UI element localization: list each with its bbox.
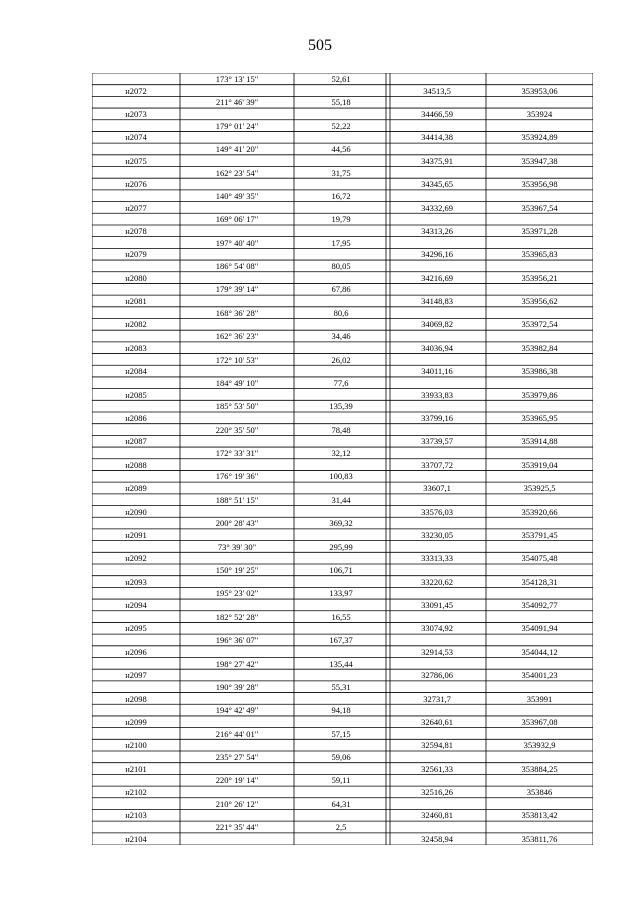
segment-distance: 106,71 [329,564,353,575]
point-name: н2082 [125,319,147,330]
point-name: н2084 [125,366,147,377]
point-y: 353967,08 [521,716,558,727]
segment-distance: 133,97 [329,588,353,599]
point-y: 353811,76 [521,833,558,844]
point-x: 34148,83 [421,296,453,307]
segment-distance: 80,05 [331,261,351,272]
segment-angle: 220° 35' 50" [215,424,259,435]
segment-angle: 190° 39' 28" [215,681,259,692]
point-name: н2080 [125,272,147,283]
point-name: н2092 [125,553,147,564]
segment-angle: 210° 26' 12" [215,798,259,809]
point-y: 353813,42 [521,810,558,821]
point-y: 353947,38 [521,155,558,166]
point-x: 32731,7 [423,693,451,704]
segment-angle: 185° 53' 50" [215,401,259,412]
point-y: 353971,28 [521,225,558,236]
point-x: 32640,61 [421,716,453,727]
point-x: 33074,92 [421,623,453,634]
segment-distance: 135,44 [329,658,353,669]
segment-distance: 44,56 [331,144,351,155]
segment-distance: 135,39 [329,401,353,412]
segment-distance: 59,11 [331,775,351,786]
segment-angle: 198° 27' 42" [215,658,259,669]
point-y: 353925,5 [523,483,556,494]
point-x: 32516,26 [421,787,453,798]
point-x: 34345,65 [421,179,453,190]
point-name: н2094 [125,600,147,611]
point-y: 353956,98 [521,179,558,190]
point-name: н2073 [125,109,147,120]
segment-angle: 197° 40' 40" [215,237,259,248]
segment-angle: 173° 13' 15" [215,74,259,84]
point-y: 354092,77 [521,600,558,611]
segment-distance: 55,18 [331,97,351,108]
point-y: 353956,21 [521,272,558,283]
point-y: 354001,23 [521,670,558,681]
point-x: 33933,83 [421,389,453,400]
point-name: н2079 [125,249,147,260]
point-name: н2078 [125,225,147,236]
segment-distance: 67,86 [331,284,351,295]
segment-distance: 52,61 [331,74,351,84]
segment-distance: 80,6 [333,307,349,318]
segment-angle: 200° 28' 43" [215,518,259,529]
segment-distance: 94,18 [331,705,351,716]
point-x: 34216,69 [421,272,453,283]
point-x: 33607,1 [423,483,451,494]
point-y: 353914,88 [521,436,558,447]
point-name: н2095 [125,623,147,634]
point-name: н2097 [125,670,147,681]
point-x: 34466,59 [421,109,453,120]
point-x: 33739,57 [421,436,453,447]
point-name: н2093 [125,576,147,587]
point-y: 353953,06 [521,85,558,96]
point-x: 34313,26 [421,225,453,236]
point-x: 33220,62 [421,576,453,587]
point-y: 353924 [526,109,553,120]
point-y: 354128,31 [521,576,558,587]
point-x: 33230,05 [421,529,453,540]
point-y: 354075,48 [521,553,558,564]
segment-angle: 172° 10' 53" [215,354,259,365]
point-name: н2087 [125,436,147,447]
point-name: н2086 [125,413,147,423]
point-y: 353979,86 [521,389,558,400]
point-y: 353791,45 [521,529,558,540]
point-x: 34414,38 [421,132,453,143]
segment-distance: 17,95 [331,237,351,248]
segment-distance: 55,31 [331,681,351,692]
point-x: 32786,06 [421,670,453,681]
point-x: 33707,72 [421,459,453,470]
segment-distance: 52,22 [331,120,351,131]
segment-angle: 176° 19' 36" [215,471,259,482]
segment-angle: 179° 01' 24" [215,120,259,131]
point-name: н2102 [125,787,147,798]
point-x: 33313,33 [421,553,453,564]
segment-distance: 369,32 [329,518,353,529]
segment-distance: 31,75 [331,167,351,178]
point-name: н2091 [125,529,147,540]
point-y: 353986,38 [521,366,558,377]
segment-distance: 64,31 [331,798,351,809]
point-y: 353956,62 [521,296,558,307]
point-name: н2072 [125,85,147,96]
point-y: 353965,95 [521,413,558,423]
coordinates-table [92,73,593,845]
segment-distance: 16,72 [331,190,351,201]
point-y: 353965,83 [521,249,558,260]
point-y: 353932,9 [523,740,556,751]
point-x: 33799,16 [421,413,453,423]
segment-angle: 211° 46' 39" [215,97,259,108]
point-x: 34036,94 [421,342,453,353]
segment-distance: 16,55 [331,611,351,622]
page-number: 505 [308,37,332,54]
segment-distance: 34,46 [331,331,351,342]
point-y: 354091,94 [521,623,558,634]
point-x: 33576,03 [421,506,453,517]
segment-angle: 172° 33' 31" [215,448,259,459]
point-x: 32458,94 [421,833,453,844]
segment-distance: 19,79 [331,214,351,225]
point-x: 34296,16 [421,249,453,260]
point-x: 32561,33 [421,763,453,774]
segment-distance: 57,15 [331,728,351,739]
point-y: 353991 [526,693,553,704]
point-x: 32594,81 [421,740,453,751]
point-name: н2089 [125,483,147,494]
point-y: 353972,54 [521,319,558,330]
segment-distance: 2,5 [335,822,347,833]
segment-distance: 295,99 [329,541,353,552]
point-y: 353982,84 [521,342,558,353]
point-y: 354044,12 [521,646,558,657]
segment-angle: 195° 23' 02" [215,588,259,599]
point-name: н2099 [125,716,147,727]
point-name: н2104 [125,833,147,844]
point-name: н2077 [125,202,147,213]
segment-angle: 73° 39' 30" [217,541,257,552]
point-name: н2075 [125,155,147,166]
segment-angle: 169° 06' 17" [215,214,259,225]
point-y: 353919,04 [521,459,558,470]
point-y: 353846 [526,787,553,798]
point-name: н2090 [125,506,147,517]
segment-angle: 186° 54' 08" [215,261,259,272]
point-x: 34332,69 [421,202,453,213]
segment-angle: 216° 44' 01" [215,728,259,739]
segment-distance: 32,12 [331,448,351,459]
point-name: н2096 [125,646,147,657]
segment-distance: 167,37 [329,635,353,646]
point-y: 353924,89 [521,132,558,143]
point-x: 32914,53 [421,646,453,657]
point-x: 34069,82 [421,319,453,330]
segment-distance: 59,06 [331,752,351,763]
point-name: н2103 [125,810,147,821]
segment-angle: 182° 52' 28" [215,611,259,622]
point-name: н2101 [125,763,147,774]
segment-angle: 184° 49' 10" [215,377,259,388]
segment-distance: 31,44 [331,494,351,505]
segment-angle: 140° 49' 35" [215,190,259,201]
point-name: н2085 [125,389,147,400]
segment-angle: 179° 39' 14" [215,284,259,295]
point-y: 353967,54 [521,202,558,213]
point-x: 34513,5 [423,85,451,96]
segment-angle: 168° 36' 28" [215,307,259,318]
point-name: н2083 [125,342,147,353]
segment-angle: 162° 36' 23" [215,331,259,342]
point-x: 34011,16 [421,366,453,377]
point-name: н2098 [125,693,147,704]
segment-angle: 149° 41' 20" [215,144,259,155]
segment-angle: 194° 42' 49" [215,705,259,716]
segment-distance: 78,48 [331,424,351,435]
point-x: 32460,81 [421,810,453,821]
point-name: н2076 [125,179,147,190]
point-name: н2088 [125,459,147,470]
point-name: н2081 [125,296,147,307]
segment-angle: 150° 19' 25" [215,564,259,575]
segment-angle: 221° 35' 44" [215,822,259,833]
segment-angle: 220° 19' 14" [215,775,259,786]
segment-angle: 235° 27' 54" [215,752,259,763]
point-x: 33091,45 [421,600,453,611]
segment-angle: 196° 36' 07" [215,635,259,646]
point-name: н2074 [125,132,147,143]
point-y: 353920,66 [521,506,558,517]
segment-distance: 100,83 [329,471,353,482]
point-y: 353884,25 [521,763,558,774]
segment-angle: 162° 23' 54" [215,167,259,178]
point-name: н2100 [125,740,147,751]
point-x: 34375,91 [421,155,453,166]
segment-distance: 26,02 [331,354,351,365]
segment-distance: 77,6 [333,377,349,388]
segment-angle: 188° 51' 15" [215,494,259,505]
